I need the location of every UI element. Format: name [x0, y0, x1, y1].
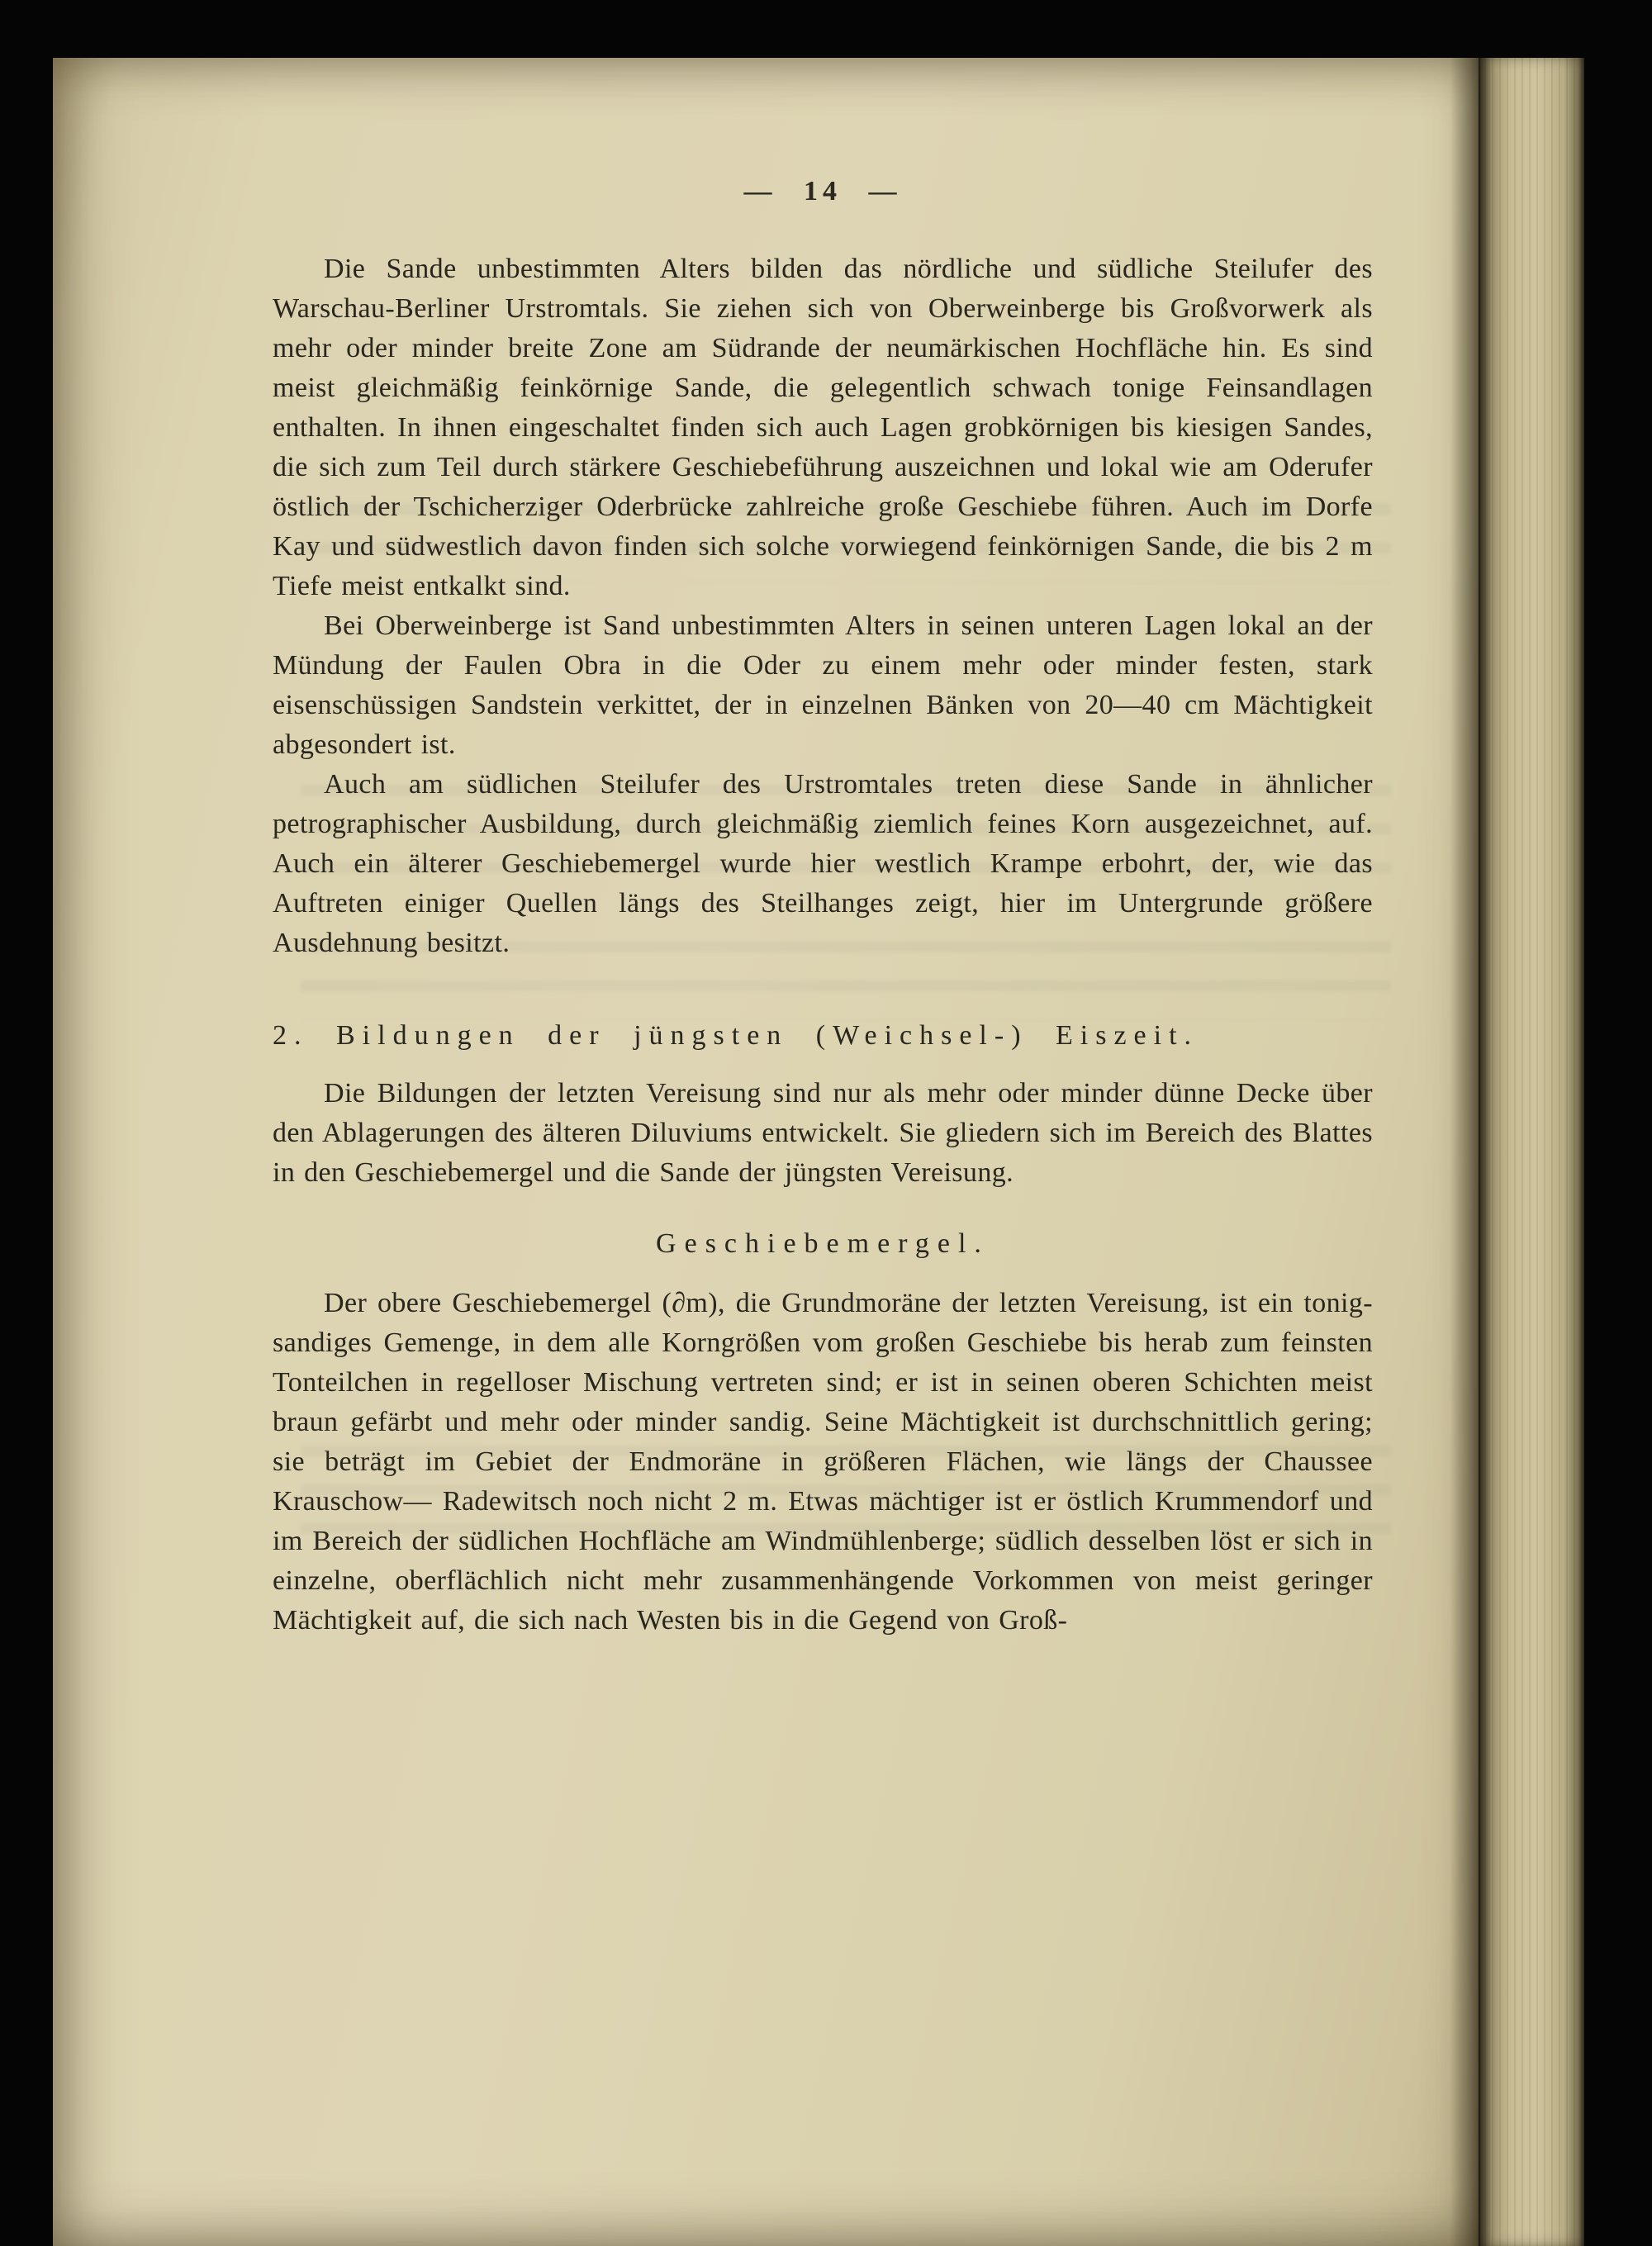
subsection-heading-geschiebemergel: Geschiebemergel.: [656, 1228, 990, 1259]
paragraph-sande-unbestimmten-alters: Die Sande unbestimmten Alters bilden das nördliche und südliche Steilufer des Warschau-Berliner Urstromtals. Sie ziehen sich von Oberweinberge bis Großvorwerk als mehr oder minder breite Zone am Südrande der neumärkischen Hochfläche hin. Es sind meist gleichmäßig feinkörnige Sande, die gelegentlich schwach tonige Feinsandlagen enthalten. In ihnen eingeschaltet finden sich auch Lagen grobkörnigen bis kiesigen Sandes, die sich zum Teil durch stärkere Geschiebeführung auszeichnen und lokal wie am Oderufer östlich der Tschicherziger Oderbrücke zahlreiche große Geschiebe führen. Auch im Dorfe Kay und südwestlich davon finden sich solche vorwiegend feinkörnigen Sande, die bis 2 m Tiefe meist entkalkt sind.: [273, 254, 1373, 601]
text-column: [273, 58, 1373, 1641]
paragraph-oberer-geschiebemergel: Der obere Geschiebemergel (∂m), die Grundmoräne der letzten Vereisung, ist ein tonig-sandiges Gemenge, in dem alle Korngrößen vom großen Geschiebe bis herab zum feinsten Tonteilchen in regelloser Mischung vertreten sind; er ist in seinen oberen Schichten meist braun gefärbt und mehr oder minder sandig. Seine Mächtigkeit ist durchschnittlich gering; sie beträgt im Gebiet der Endmoräne in größeren Flächen, wie längs der Chaussee Krauschow— Radewitsch noch nicht 2 m. Etwas mächtiger ist er östlich Krummendorf und im Bereich der südlichen Hochfläche am Windmühlenberge; südlich desselben löst er sich in einzelne, oberflächlich nicht mehr zusammenhängende Vorkommen von meist geringer Mächtigkeit auf, die sich nach Westen bis in die Gegend von Groß-: [273, 1288, 1373, 1636]
page-number: — 14 —: [743, 176, 902, 207]
book-page: [53, 58, 1479, 2246]
paragraph-oberweinberge-sandstein: Bei Oberweinberge ist Sand unbestimmten Alters in seinen unteren Lagen lokal an der Mündung der Faulen Obra in die Oder zu einem mehr oder minder festen, stark eisenschüssigen Sandstein verkittet, der in einzelnen Bänken von 20—40 cm Mächtigkeit abgesondert ist.: [273, 610, 1373, 760]
paragraph-suedliches-steilufer: Auch am südlichen Steilufer des Urstromtales treten diese Sande in ähnlicher petrographischer Ausbildung, durch gleichmäßig ziemlich feines Korn ausgezeichnet, auf. Auch ein älterer Geschiebemergel wurde hier westlich Krampe erbohrt, der, wie das Auftreten einiger Quellen längs des Steilhanges zeigt, hier im Untergrunde größere Ausdehnung besitzt.: [273, 769, 1373, 958]
next-page-edge: [1479, 58, 1584, 2246]
section-heading-weichsel-eiszeit: 2. Bildungen der jüngsten (Weichsel-) Eiszeit.: [273, 1020, 1199, 1051]
paragraph-bildungen-letzte-vereisung: Die Bildungen der letzten Vereisung sind nur als mehr oder minder dünne Decke über den Ablagerungen des älteren Diluviums entwickelt. Sie gliedern sich im Bereich des Blattes in den Geschiebemergel und die Sande der jüngsten Vereisung.: [273, 1078, 1373, 1188]
